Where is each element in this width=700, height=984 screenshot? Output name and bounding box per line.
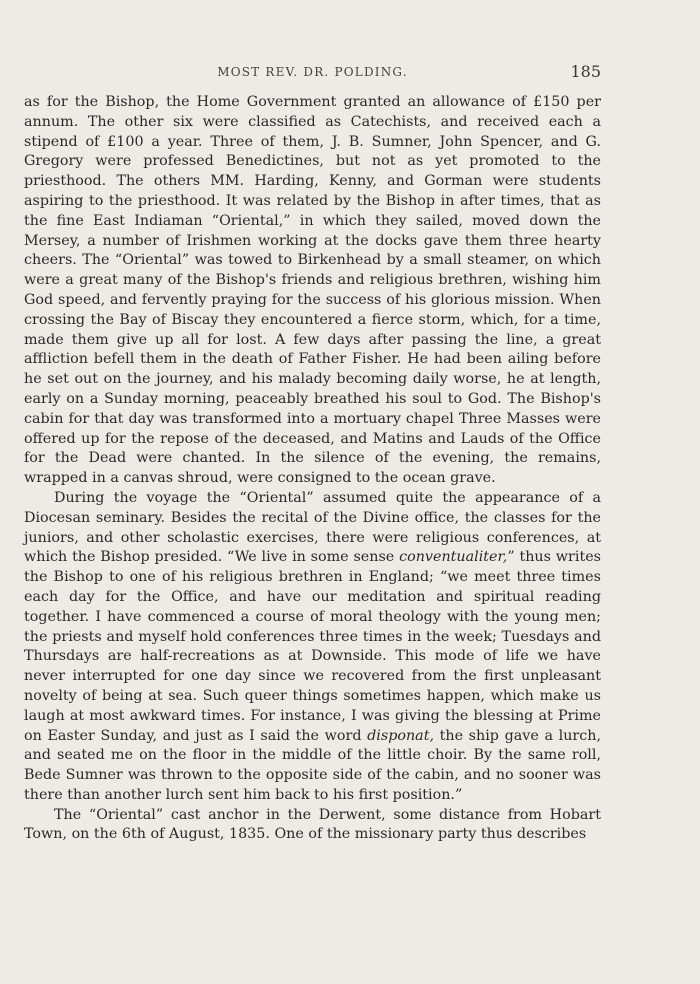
paragraph-2-part-a: During the voyage the “Oriental” assumed quite the appearance of a Diocesan seminary. Besides the recital of the Divine office, the classes for the juniors, and other scholastic exercises, there were religious conferences, at which the Bishop presided. “We live in some sense bbox=[24, 489, 601, 566]
italic-conventualiter: conventualiter, bbox=[399, 549, 508, 566]
running-head: MOST REV. DR. POLDING. bbox=[217, 65, 408, 79]
paragraph-2-part-c: the ship gave a lurch, and seated me on the floor in the middle of the little choir. By the same roll, Bede Sumner was thrown to the opposite side of the cabin, and no sooner was there than another lurch sent him back to his first position.” bbox=[24, 727, 601, 803]
body-text bbox=[24, 93, 601, 845]
paragraph-2-part-b: ” thus writes the Bishop to one of his religious brethren in England; “we meet three times each day for the Office, and have our meditation and spiritual reading together. I have commenced a course of moral theology with the young men; the priests and myself hold conferences three times in the week; Tuesdays and Thursdays are half-recreations as at Downside. This mode of life we have never interrupted for one day since we recovered from the first unpleasant novelty of being at sea. Such queer things sometimes happen, which make us laugh at most awkward times. For instance, I was giving the blessing at Prime on Easter Sunday, and just as I said the word bbox=[24, 549, 601, 744]
paragraph-1: as for the Bishop, the Home Government granted an allowance of £150 per annum. The other six were classified as Catechists, and received each a stipend of £100 a year. Three of them, J. B. Sumner, John Spencer, and G. Gregory were professed Benedictines, but not as yet promoted to the priesthood. The others MM. Harding, Kenny, and Gorman were students aspiring to the priesthood. It was related by the Bishop in after times, that as the fine East Indiaman “Oriental,” in which they sailed, moved down the Mersey, a number of Irishmen working at the docks gave them three hearty cheers. The “Oriental” was towed to Birkenhead by a small steamer, on which were a great many of the Bishop's friends and religious brethren, wishing him God speed, and fervently praying for the success of his glorious mission. When crossing the Bay of Biscay they encountered a fierce storm, which, for a time, made them give up all for lost. A few days after passing the line, a great affliction befell them in the death of Father Fisher. He had been ailing before he set out on the journey, and his malady becoming daily worse, he at length, early on a Sunday morning, peaceably breathed his soul to God. The Bishop's cabin for that day was transformed into a mortuary chapel Three Masses were offered up for the repose of the deceased, and Matins and Lauds of the Office for the Dead were chanted. In the silence of the evening, the remains, wrapped in a canvas shroud, were consigned to the ocean grave. bbox=[24, 94, 601, 487]
paragraph-2 bbox=[24, 489, 601, 806]
page-header bbox=[24, 62, 601, 84]
page-number: 185 bbox=[570, 62, 601, 81]
paragraph-3: The “Oriental” cast anchor in the Derwent, some distance from Hobart Town, on the 6th of August, 1835. One of the missionary party thus describes bbox=[24, 806, 601, 843]
italic-disponat: disponat, bbox=[367, 727, 434, 744]
